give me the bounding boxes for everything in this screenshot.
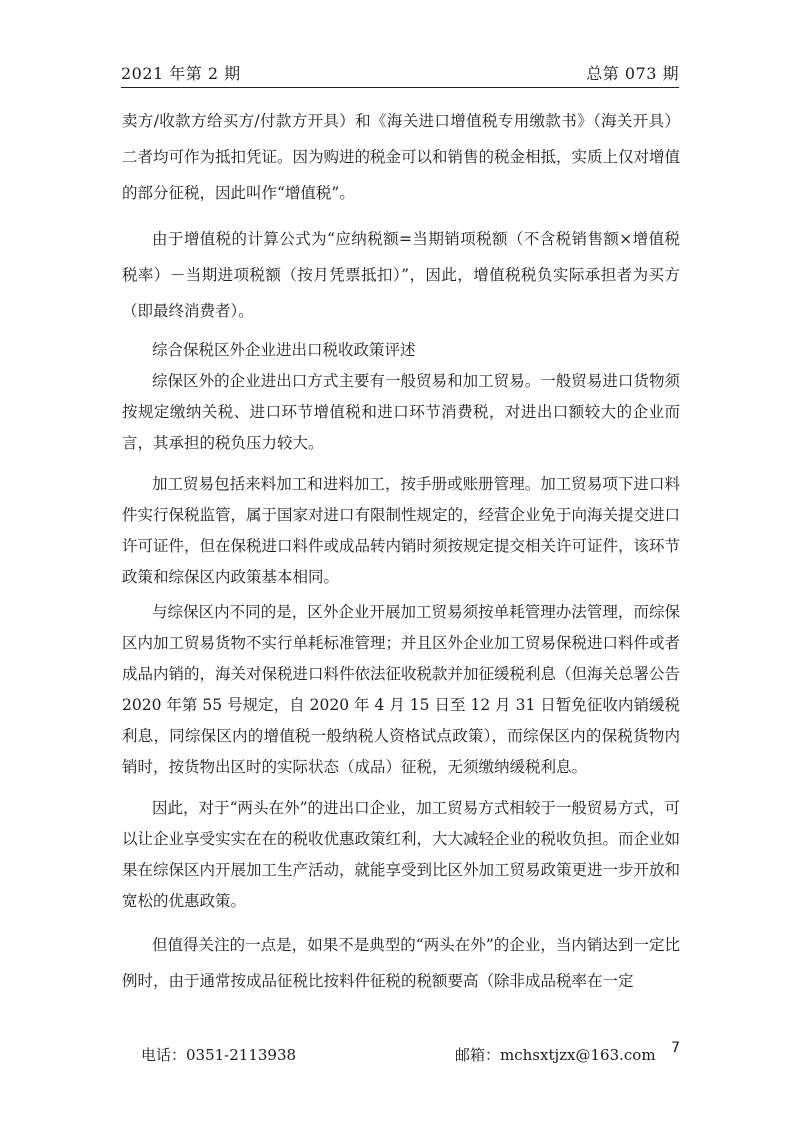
paragraph: 卖方/收款方给买方/付款方开具）和《海关进口增值税专用缴款书》（海关开具）二者均可作为抵扣凭证。因为购进的税金可以和销售的税金相抵，实质上仅对增值的部分征税，因此叫作“增值税”。 [122, 112, 681, 202]
email-contact: 邮箱：mchsxtjzx@163.com [455, 1046, 656, 1064]
paragraph: 因此，对于“两头在外”的进出口企业，加工贸易方式相较于一般贸易方式，可以让企业享受实实在在的税收优惠政策红利，大大减轻企业的税收负担。而企业如果在综保区内开展加工生产活动，就能享受到比区外加工贸易政策更进一步开放和宽松的优惠政策。 [122, 799, 681, 910]
page-header [121, 59, 679, 88]
section-heading: 综合保税区外企业进出口税收政策评述 [152, 341, 416, 359]
phone-contact: 电话：0351-2113938 [141, 1046, 297, 1064]
page-number: 7 [671, 1040, 680, 1056]
paragraph: 与综保区内不同的是，区外企业开展加工贸易须按单耗管理办法管理，而综保区内加工贸易货物不实行单耗标准管理；并且区外企业加工贸易保税进口料件或者成品内销的，海关对保税进口料件依法征收税款并加征缓税利息（但海关总署公告 2020 年第 55 号规定，自 2020 年 4 月 15 日至 12 月 31 日暂免征收内销缓税利息，同综保区内的增值税一般纳税人资格试点政策），而综保区内的保税货物内销时，按货物出区时的实际状态（成品）征税，无须缴纳缓税利息。 [122, 603, 681, 776]
paragraph: 加工贸易包括来料加工和进料加工，按手册或账册管理。加工贸易项下进口料件实行保税监管，属于国家对进口有限制性规定的，经营企业免于向海关提交进口许可证件，但在保税进口料件或成品转内销时须按规定提交相关许可证件，该环节政策和综保区内政策基本相同。 [122, 475, 681, 586]
article-body [122, 103, 680, 999]
paragraph: 由于增值税的计算公式为“应纳税额=当期销项税额（不含税销售额×增值税税率）－当期进项税额（按月凭票抵扣）”，因此，增值税税负实际承担者为买方（即最终消费者）。 [122, 230, 680, 320]
total-issue-label: 总第 073 期 [586, 64, 679, 83]
paragraph: 综保区外的企业进出口方式主要有一般贸易和加工贸易。一般贸易进口货物须按规定缴纳关税、进口环节增值税和进口环节消费税，对进出口额较大的企业而言，其承担的税负压力较大。 [122, 372, 680, 452]
paragraph: 但值得关注的一点是，如果不是典型的“两头在外”的企业，当内销达到一定比例时，由于通常按成品征税比按料件征税的税额要高（除非成品税率在一定 [122, 936, 680, 990]
issue-label: 2021 年第 2 期 [121, 64, 241, 83]
